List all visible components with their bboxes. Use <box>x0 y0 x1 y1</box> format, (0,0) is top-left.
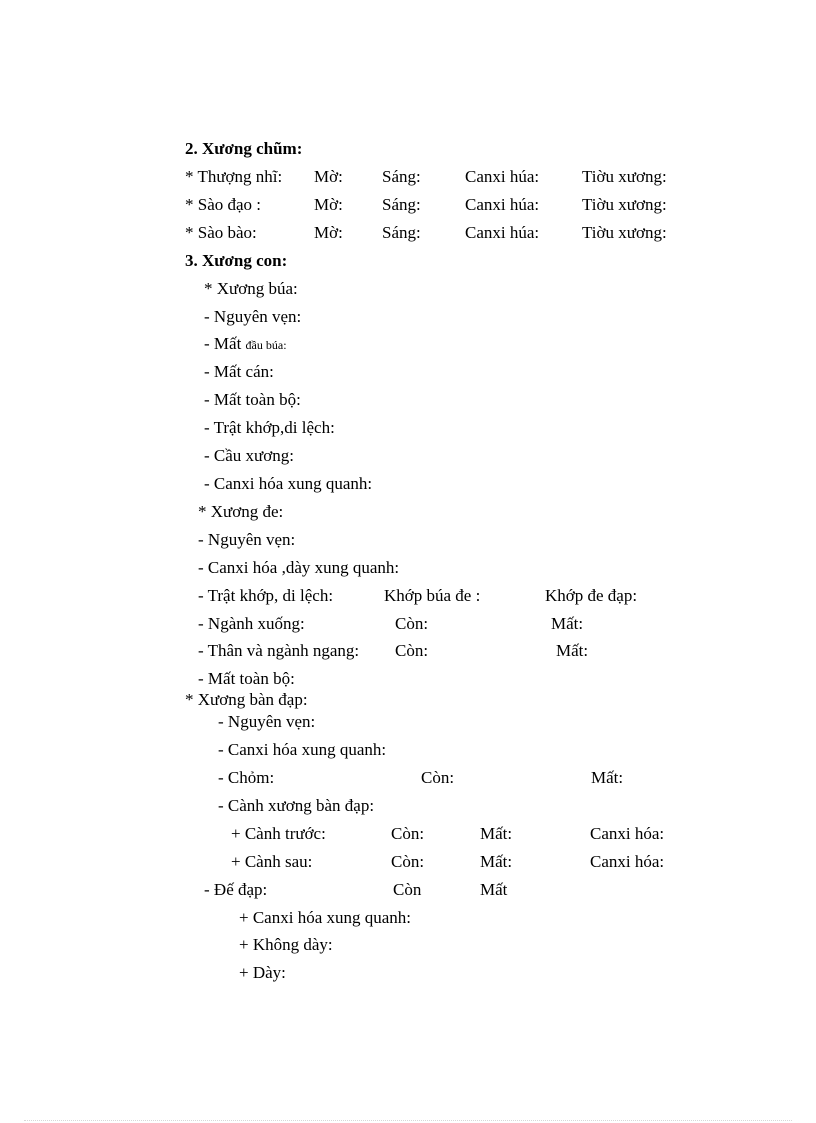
item-bua-canxi: - Canxi hóa xung quanh: <box>204 474 373 493</box>
item-de-canxi: - Canxi hóa ,dày xung quanh: <box>198 558 400 577</box>
section-title-xuong-con: 3. Xương con: <box>185 251 288 270</box>
field-con: Còn: <box>421 768 455 787</box>
field-mo: Mờ: <box>314 195 343 214</box>
item-bua-mat-toan-bo: - Mất toàn bộ: <box>204 390 301 409</box>
field-canxi: Canxi hóa: <box>590 824 665 843</box>
item-de-nguyen-ven: - Nguyên vẹn: <box>198 530 296 549</box>
field-sang: Sáng: <box>382 167 421 186</box>
item-bd-de-khong-day: + Không dày: <box>239 935 333 954</box>
item-bd-canh: - Cành xương bàn đạp: <box>218 796 375 815</box>
item-bd-canh-truoc: + Cành trước: <box>231 824 326 843</box>
field-sang: Sáng: <box>382 195 421 214</box>
field-tieu-xuong: Tiờu xương: <box>582 223 667 242</box>
row-label-thuong-nhi: * Thượng nhĩ: <box>185 167 283 186</box>
item-de-mat-toan-bo: - Mất toàn bộ: <box>198 669 295 688</box>
subheading-xuong-de: * Xương đe: <box>198 502 284 521</box>
item-de-trat-khop: - Trật khớp, di lệch: <box>198 586 334 605</box>
item-bd-chom: - Chỏm: <box>218 768 275 787</box>
field-canxi: Canxi hóa: <box>590 852 665 871</box>
item-bd-nguyen-ven: - Nguyên vẹn: <box>218 712 316 731</box>
subheading-xuong-ban-dap: * Xương bàn đạp: <box>185 690 308 709</box>
page-bottom-divider <box>24 1120 792 1121</box>
field-con: Còn: <box>395 641 429 660</box>
item-bua-mat-dau-prefix: - Mất <box>204 334 246 353</box>
field-canxi: Canxi húa: <box>465 167 540 186</box>
item-bd-canh-sau: + Cành sau: <box>231 852 313 871</box>
field-mat: Mất: <box>480 852 513 871</box>
field-con: Còn <box>393 880 422 899</box>
row-label-sao-dao: * Sào đạo : <box>185 195 262 214</box>
item-bd-canxi: - Canxi hóa xung quanh: <box>218 740 387 759</box>
item-bd-de-dap: - Đế đạp: <box>204 880 268 899</box>
item-de-nganh-xuong: - Ngành xuống: <box>198 614 305 633</box>
field-mat: Mất: <box>480 824 513 843</box>
field-tieu-xuong: Tiờu xương: <box>582 195 667 214</box>
field-con: Còn: <box>395 614 429 633</box>
row-label-sao-bao: * Sào bào: <box>185 223 257 242</box>
item-bua-mat-dau-suffix: đầu búa: <box>245 338 287 352</box>
field-mo: Mờ: <box>314 223 343 242</box>
field-tieu-xuong: Tiờu xương: <box>582 167 667 186</box>
field-mat: Mất: <box>556 641 589 660</box>
field-mat: Mất: <box>591 768 624 787</box>
field-khop-de-dap: Khớp đe đạp: <box>545 586 638 605</box>
field-con: Còn: <box>391 852 425 871</box>
field-sang: Sáng: <box>382 223 421 242</box>
subheading-xuong-bua: * Xương búa: <box>204 279 298 298</box>
item-bd-de-day: + Dày: <box>239 963 286 982</box>
field-canxi: Canxi húa: <box>465 195 540 214</box>
field-canxi: Canxi húa: <box>465 223 540 242</box>
item-bd-de-canxi: + Canxi hóa xung quanh: <box>239 908 412 927</box>
item-bua-nguyen-ven: - Nguyên vẹn: <box>204 307 302 326</box>
section-title-xuong-chum: 2. Xương chũm: <box>185 139 303 158</box>
item-de-than-nganh: - Thân và ngành ngang: <box>198 641 360 660</box>
field-mat: Mất <box>480 880 508 899</box>
field-khop-bua-de: Khớp búa đe : <box>384 586 481 605</box>
item-bua-mat-dau <box>204 334 287 355</box>
item-bua-mat-can: - Mất cán: <box>204 362 274 381</box>
field-mo: Mờ: <box>314 167 343 186</box>
field-mat: Mất: <box>551 614 584 633</box>
item-bua-trat-khop: - Trật khớp,di lệch: <box>204 418 335 437</box>
item-bua-cau-xuong: - Cầu xương: <box>204 446 294 465</box>
field-con: Còn: <box>391 824 425 843</box>
